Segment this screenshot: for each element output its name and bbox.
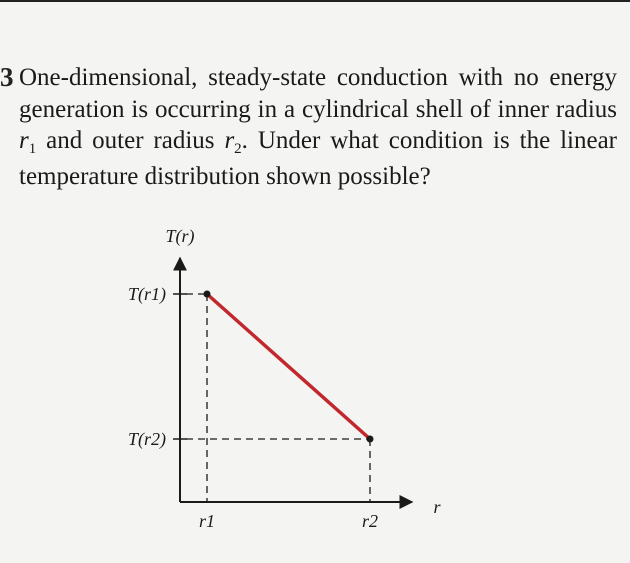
problem-number: 3 xyxy=(0,62,14,92)
outer-radius-variable: r xyxy=(224,127,235,154)
x-tick-label-r1: r1 xyxy=(198,511,216,531)
outer-radius-subscript: 2 xyxy=(234,141,242,157)
y-tick-label-r2: T(r2) xyxy=(127,429,166,449)
problem-text-part: and outer radius xyxy=(36,127,225,154)
problem-text-part: . Under what condition is the linear temperature distribution shown possible? xyxy=(19,127,618,190)
y-axis-label: T(r) xyxy=(165,226,195,246)
problem-text-part: One-dimensional, steady-state conduction with no energy generation is occurring in a cylindrical shell of inner radius xyxy=(19,64,617,123)
point-r1 xyxy=(204,291,211,298)
y-tick-label-r1: T(r1) xyxy=(127,284,166,304)
point-r2 xyxy=(367,436,374,443)
temperature-line xyxy=(207,294,370,439)
inner-radius-variable: r xyxy=(19,127,29,154)
x-tick-label-r2: r2 xyxy=(361,511,379,531)
x-axis-label: r xyxy=(433,497,441,517)
inner-radius-subscript: 1 xyxy=(28,141,37,157)
